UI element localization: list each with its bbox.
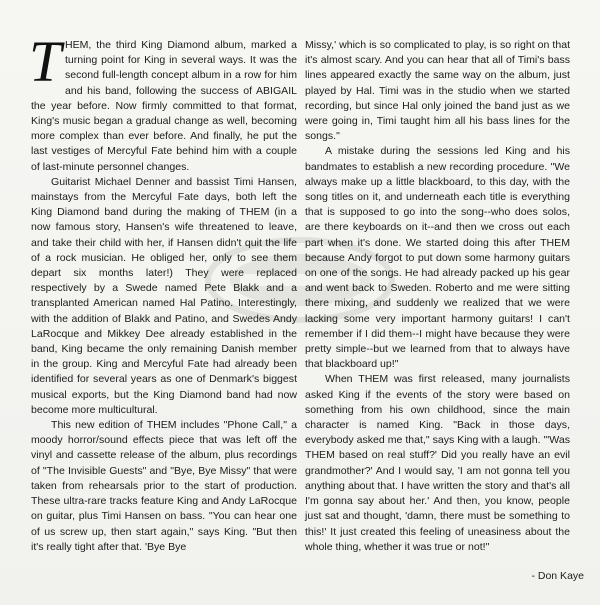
left-column bbox=[29, 29, 297, 555]
paragraph-1-text: HEM, the third King Diamond album, marked a turning point for King in several ways. It was the second full-length concept album in a row for him and his band, following the success of ABIGAIL the year before. Now firmly committed to that format, King's music began a gradual change as well, becoming more complex than ever before. And finally, he put the last vestiges of Mercyful Fate behind him with a couple of last-minute personnel changes. bbox=[31, 39, 297, 173]
paragraph-2: Guitarist Michael Denner and bassist Timi Hansen, mainstays from the Mercyful Fate days, both left the King Diamond band during the making of THEM (in a now famous story, Hansen's wife threatened to leave, and take their child with her, if Hansen didn't quit the life of a rock musician. He obliged her, only to see them depart six months later!) They were replaced respectively by a Swede named Pete Blakk and a transplanted American named Hal Patino. Interestingly, with the addition of Blakk and Patino, and Swedes Andy LaRocque and Mikkey Dee already established in the band, King became the only remaining Danish member in the group. King and Mercyful Fate had already been identified for several years as one of Denmark's biggest musical exports, but the King Diamond band had now become more multicultural. bbox=[31, 175, 297, 416]
paragraph-4: Missy,' which is so complicated to play, is so right on that it's almost scary. And you can hear that all of Timi's bass lines appeared exactly the same way on the album, just played by Hal. Timi was in the studio when we started recording, but since Hal only joined the band just as we were going in, Timi taught him all his bass lines for the songs." bbox=[305, 39, 570, 143]
paragraph-6: When THEM was first released, many journalists asked King if the events of the story were based on something from his own childhood, since the main character is named King. "Back in those days, everybody asked me that," says King with a laugh. "'Was THEM based on real stuff?' Did you really have an evil grandmother?' And I would say, 'I am not gonna tell you anything about that. I have written the story and that's all I'm gonna say about her.' And then, you know, people just sat and thought, 'damn, there must be something to this!' It just created this feeling of uneasiness about the whole thing, whether it was true or not!" bbox=[305, 373, 570, 553]
paragraph-5: A mistake during the sessions led King and his bandmates to establish a new recording procedure. "We always make up a little blackboard, to this day, with the song titles on it, and underneath each title is everything that is supposed to go into the song--who does solos, are there keyboards on it--and then we cross out each part when it's done. We started doing this after THEM because Andy forgot to put down some harmony guitars on one of the songs. He had already packed up his gear and went back to Sweden. Roberto and me were sitting there mixing, and suddenly we realized that we were lacking some very important harmony guitars! I can't remember if I did them--I might have because they were pretty simple--but we learned from that to always have that blackboard up!" bbox=[305, 145, 570, 371]
paragraph-1 bbox=[29, 29, 297, 175]
paragraph-3: This new edition of THEM includes "Phone Call," a moody horror/sound effects piece that was left off the vinyl and cassette release of the album, plus recordings of "The Invisible Guests" and "Bye, Bye Missy" that were taken from rehearsals prior to the start of production. These ultra-rare tracks feature King and Andy LaRocque on guitar, plus Timi Hansen on bass. "You can hear one of us screw up, then start again," says King. "But then it's really tight after that. 'Bye Bye bbox=[31, 419, 297, 553]
right-column bbox=[305, 38, 570, 555]
author-signature: - Don Kaye bbox=[531, 570, 584, 582]
dropcap-letter: T bbox=[29, 29, 62, 94]
